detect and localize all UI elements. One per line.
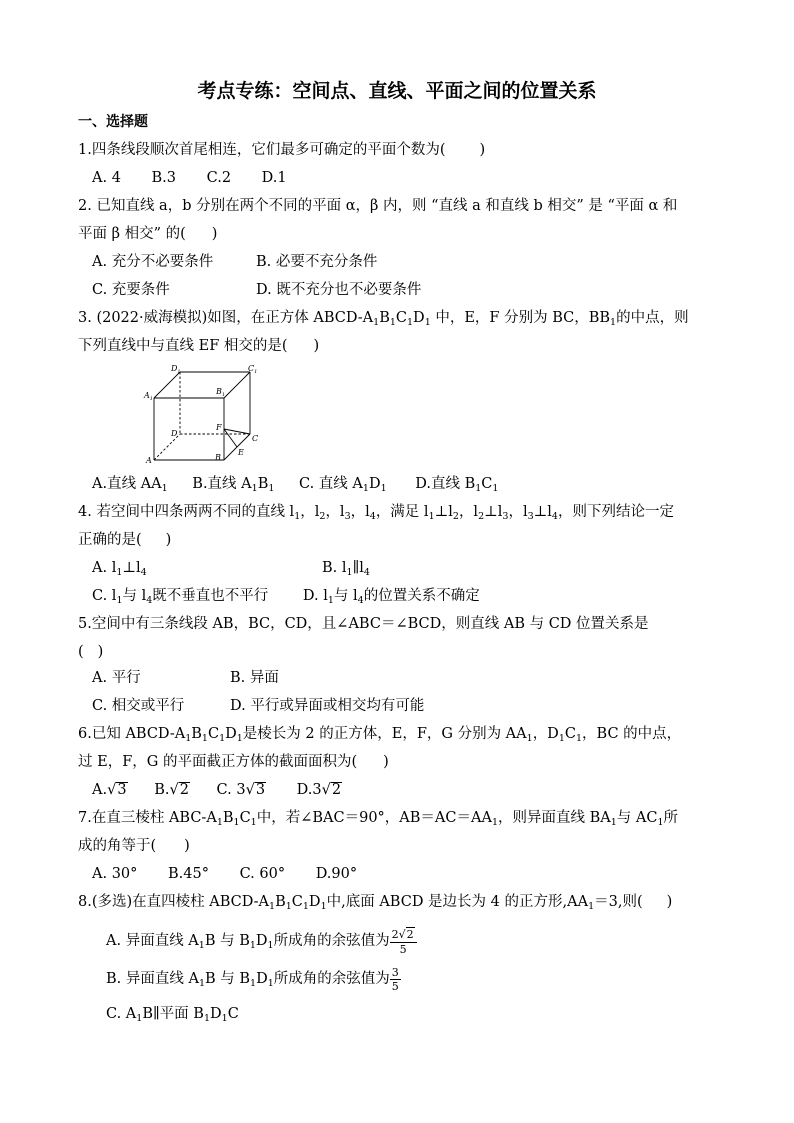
label-D: D bbox=[171, 429, 178, 438]
q6-option-c: C. 3√3 bbox=[216, 782, 266, 798]
question-2-options-row-2 bbox=[92, 280, 421, 300]
question-5-options-row-1 bbox=[92, 668, 279, 688]
question-3-line-2: 下列直线中与直线 EF 相交的是( ) bbox=[78, 338, 320, 354]
question-3-line-1: 3. (2022·威海模拟)如图，在正方体 ABCD-$A_1B_1C_1D_1$ 中，E，F 分别为 BC，$BB_1$的中点，则 bbox=[78, 310, 689, 328]
cube-figure bbox=[140, 362, 270, 467]
q1-option-a: A. 4 bbox=[92, 170, 121, 186]
question-4-line-2: 正确的是( ) bbox=[78, 532, 172, 548]
q1-option-d: D.1 bbox=[261, 170, 287, 186]
q5-option-c: C. 相交或平行 bbox=[92, 698, 185, 714]
label-B: B bbox=[215, 453, 221, 462]
label-C: C bbox=[252, 434, 259, 443]
label-E: E bbox=[238, 448, 244, 457]
q6-option-b: B.√2 bbox=[154, 782, 189, 798]
question-2-line-1: 2. 已知直线 a，b 分别在两个不同的平面 α，β 内，则 “直线 a 和直线 b 相交” 是 “平面 α 和 bbox=[78, 198, 678, 214]
question-7-options bbox=[92, 864, 357, 884]
question-7-line-1: 7.在直三棱柱 ABC-$A_1B_1C_1$中，若∠BAC＝90°，$AB=AC=AA_1$，则异面直线 $BA_1$与 $AC_1$所 bbox=[78, 810, 679, 828]
q6-option-a: A.√3 bbox=[92, 782, 127, 798]
q8-option-b: B. 异面直线 $A_1B$ 与 $B_1D_1$所成角的余弦值为 $\frac{3}{5}$ bbox=[106, 965, 399, 993]
label-F: F bbox=[216, 423, 222, 432]
label-A: A bbox=[146, 456, 152, 465]
q2-option-c: C. 充要条件 bbox=[92, 282, 170, 298]
fraction-3-over-5: $\frac{3}{5}$ bbox=[391, 965, 399, 993]
question-1-stem: 1.四条线段顺次首尾相连，它们最多可确定的平面个数为( ) bbox=[78, 142, 486, 158]
page-title: 考点专练：空间点、直线、平面之间的位置关系 bbox=[197, 80, 597, 102]
q7-option-a: A. 30° bbox=[92, 866, 138, 882]
q3-option-d: D.直线 $B_1C_1$ bbox=[415, 476, 499, 494]
q4-option-c: C. $l_1$与 $l_4$既不垂直也不平行 bbox=[92, 588, 269, 606]
q1-option-c: C.2 bbox=[206, 170, 232, 186]
question-5-options-row-2 bbox=[92, 696, 424, 716]
question-2-options-row-1 bbox=[92, 252, 377, 272]
q3-option-b: B.直线 $A_1B_1$ bbox=[192, 476, 275, 494]
question-7-line-2: 成的角等于( ) bbox=[78, 838, 190, 854]
label-B1: $B_1$ bbox=[216, 387, 226, 398]
section-heading: 一、选择题 bbox=[78, 114, 148, 130]
question-6-line-2: 过 E，F，G 的平面截正方体的截面面积为( ) bbox=[78, 754, 389, 770]
question-2-line-2: 平面 β 相交” 的( ) bbox=[78, 226, 218, 242]
q2-option-a: A. 充分不必要条件 bbox=[92, 254, 214, 270]
q4-option-d: D. $l_1$与 $l_4$的位置关系不确定 bbox=[302, 588, 480, 606]
q5-option-a: A. 平行 bbox=[92, 670, 141, 686]
q4-option-a: A. $l_1\perp l_4$ bbox=[92, 560, 147, 578]
q4-option-b: B. $l_1\parallel l_4$ bbox=[322, 560, 370, 578]
question-5-line-2: ( ) bbox=[78, 644, 104, 660]
q2-option-b: B. 必要不充分条件 bbox=[256, 254, 378, 270]
question-5-line-1: 5.空间中有三条线段 AB，BC，CD，且∠ABC＝∠BCD，则直线 AB 与 CD 位置关系是 bbox=[78, 616, 649, 632]
q6-option-d: D.3√2 bbox=[296, 782, 342, 798]
label-D1: $D_1$ bbox=[171, 364, 181, 375]
q8-option-c: C. $A_1B\parallel$平面 $B_1D_1C$ bbox=[106, 1006, 239, 1024]
q3-option-a: A.直线 $AA_1$ bbox=[92, 476, 168, 494]
question-1-options bbox=[92, 168, 287, 188]
q5-option-b: B. 异面 bbox=[230, 670, 279, 686]
question-6-options bbox=[92, 780, 342, 800]
q2-option-d: D. 既不充分也不必要条件 bbox=[256, 282, 422, 298]
question-3-options bbox=[92, 474, 498, 499]
label-A1: $A_1$ bbox=[144, 391, 153, 402]
q7-option-c: C. 60° bbox=[239, 866, 286, 882]
question-4-options-row-2 bbox=[92, 586, 480, 611]
question-8-stem: 8.(多选)在直四棱柱 ABCD-$A_1B_1C_1D_1$中,底面 ABCD 是边长为 4 的正方形$,AA_1=3$,则( ) bbox=[78, 894, 673, 912]
question-4-options-row-1 bbox=[92, 558, 370, 583]
label-C1: $C_1$ bbox=[248, 364, 258, 375]
q5-option-d: D. 平行或异面或相交均有可能 bbox=[230, 698, 425, 714]
q1-option-b: B.3 bbox=[151, 170, 177, 186]
question-6-line-1: 6.已知 ABCD-$A_1B_1C_1D_1$是棱长为 2 的正方体，E，F，G 分别为 $AA_1$，$D_1C_1$，BC 的中点， bbox=[78, 726, 682, 744]
question-4-line-1: 4. 若空间中四条两两不同的直线 $l_1$，$l_2$，$l_3$，$l_4$，满足 $l_1\perp l_2$，$l_2\perp l_3$，$l_3\perp l_4$，则下列结论一定 bbox=[78, 504, 674, 522]
q3-option-c: C. 直线 $A_1D_1$ bbox=[299, 476, 387, 494]
q8-option-a: A. 异面直线 $A_1B$ 与 $B_1D_1$所成角的余弦值为 $\frac{2√2}{5}$ bbox=[106, 926, 417, 961]
q7-option-d: D.90° bbox=[315, 866, 358, 882]
fraction-2sqrt2-over-5: $\frac{2√2}{5}$ bbox=[390, 927, 417, 956]
q7-option-b: B.45° bbox=[168, 866, 209, 882]
